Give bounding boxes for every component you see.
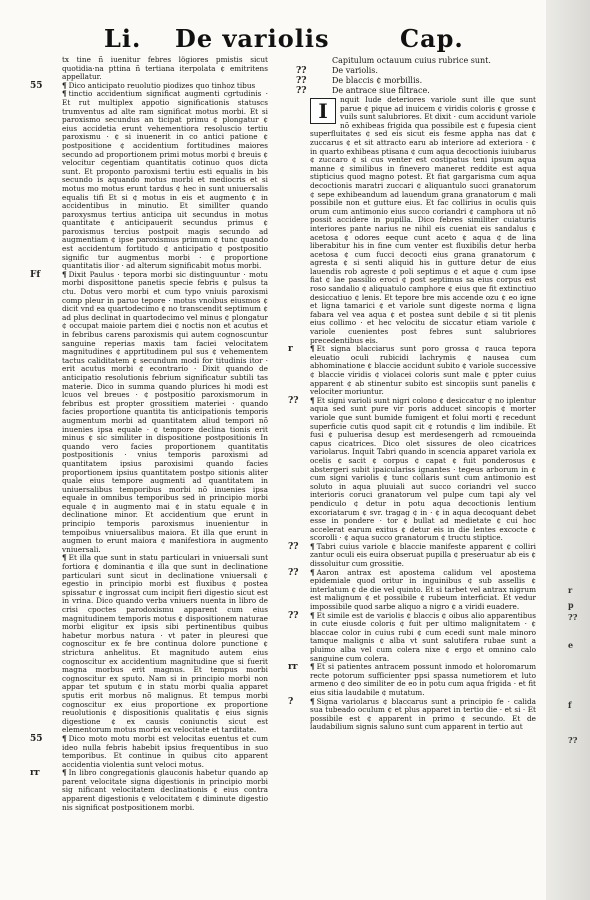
pilcrow-icon: ¶	[62, 89, 67, 99]
paragraph-text: Et illa que sunt in statu particulari in vniuersali sunt fortiora ¢ dominantia ¢ illa que sunt in declinatione particulari sunt sicut in declinatione vniuersali ¢ egestio in principio morbi est fluxibus ¢ postea spissatur ¢ ingrossat cum incipit fieri digestio sicut est in vrina. Dico quando verba vniuers nuenta in libro de crisi cpoctes parodoxismu apparent cum eius magnitudinem temporis motus ¢ dispositionem naturae morbi eligitur ex ipsis sibi pertinentibus quibus habetur morbus natura · vt pater in pleuresi que cognoscitur ex fe bre continua dolore punctione ¢ strictura anhelitus. Et magnitudo autem eius cognoscitur ex accidentium magnitudine que si fuerit magna morbus erit magnus. Et tempus morbi cognoscitur ex sputo. Nam si in principio morbi non appar tet sputum ¢ in statu morbi qualia apparet sputis erit morbus nõ malignus. Et tempus morbi cognoscitur ex eius proportione ex proportione reuolutionis ¢ dispositionis qualitatis ¢ eius signis digestione ¢ ex causis coniunctis sicut est elementorum motus morbi ex velocitate et tarditate.	[62, 553, 268, 735]
margin-note: 55	[30, 80, 43, 91]
paragraph-text: Aaron antrax est apostema calidum vel apostema epidemiale quod oritur in inguinibus ¢ sub assellis ¢ interlatum ¢ de die vel quinto. Et si tarbet vel antrax nigrum est malignum ¢ et possibile ¢ rubeum interficiat. Et vedur impossibile quod sarbe aliquo a nigro ¢ a viridi euadere.	[310, 567, 536, 612]
paragraph	[288, 696, 536, 732]
right-paragraphs	[288, 95, 536, 732]
running-title: De variolis	[175, 24, 330, 53]
margin-note: ??	[296, 76, 307, 86]
contents-text: Capitulum octauum cuius rubrice sunt.	[332, 56, 491, 65]
paragraph	[288, 344, 536, 397]
margin-note: r	[288, 344, 293, 355]
facing-page-mark: p	[568, 600, 574, 610]
margin-note: ??	[296, 86, 307, 96]
left-text-column	[30, 55, 268, 812]
facing-page-mark: ??	[568, 735, 578, 745]
paragraph-text: Et simile est de variolis ¢ blaccis ¢ oibus alio apparentibus in cute eiusde coloris ¢ fuit per ultimo malignitatem · ¢ blaccae color in cuius rubi ¢ cum ecedi sunt male minoro tamque malignis ¢ alba vt sunt salutifera rubae sunt a pluimo alba vel cum colera nixe ¢ ergo et omnino calo sanguine cum colera.	[310, 610, 536, 663]
contents-entry	[296, 76, 536, 86]
paragraph	[30, 733, 268, 769]
margin-note: ?	[288, 696, 294, 707]
pilcrow-icon: ¶	[310, 610, 315, 620]
right-text-column	[288, 56, 536, 732]
paragraph	[62, 90, 268, 270]
facing-page-mark: e	[568, 640, 574, 650]
facing-page-mark: f	[568, 700, 572, 710]
paragraph-text: tx tine ñ iuenitur febres lögiores pmistis sicut quotidia·na pttina ñ tertiana iterpolata ¢ emitritens appellatur.	[62, 55, 268, 82]
margin-note: ??	[288, 395, 299, 406]
contents-entry	[332, 56, 536, 66]
paragraph-text: Dixit Paulus · tepora morbi sic distinguuntur · motu morbi disposittone panetis specie febris ¢ pulsus ta ctu. Dotus vero morbi et cum typo vniuis paroxismi comp pleur in paruo tepore · motus vnoibus eiusmos ¢ dicit vnd ea quartodecimo ¢ no transcendit septimum ¢ ad plus declinat in quartodecimo vel minus ¢ plongatur ¢ occupat maioie partem diei ¢ noctis non et acutus et in febribus carens paroxismis qui autem cognoscuntur sanguine reperias maxis tam faciei velocitatem magnitudines ¢ apprtitudinem pul sus ¢ vehementem tactus caliditatem ¢ secundum modi for titudinis itor · erit acutus morbi ¢ econtrario · Dixit quando de anticipatio resolutionis febrium significatur subtili tas materie. Dico in summa quando plurices hi modi est lcuos vel breues · ¢ postpositio paroxismorum in febribus est propter grossitiem materiei · quando facies proportione quantita tis anticipationis temporis augmentum morbi ad quantitatem aliud tempori nõ inuenies ipsa equale · ¢ tempore declina tionis erit minus ¢ sic similiter in dispositione postpositionis In quando vero facies proportionem quantitatis postpositionis · vnius temporis paroxismi ad quantitatem ipsius paroxisimi quando facies proportionem ipsius quantitatem postpo sitionis aliter quale eius tempore augmenti ad quantitatem in uniuersalibus temporibus morbi nõ inuenies ipsa equale in omnibus temporibus sed in principio morbi equale ¢ in augmento mai ¢ in statu equale ¢ in declinatione minor. Et accidentium que erunt in principio temporis paroxismus inuenientur in tempoibus vniuersalibus maiora. Et illa que erunt in augmen to erunt maiora ¢ manifestiora in augmento vniuersali.	[62, 269, 268, 554]
pilcrow-icon: ¶	[62, 553, 67, 563]
pilcrow-icon: ¶	[310, 567, 315, 577]
pilcrow-icon: ¶	[310, 344, 315, 354]
paragraph	[288, 395, 536, 543]
decorated-initial: I	[310, 98, 336, 124]
margin-note: ??	[288, 610, 299, 621]
margin-note: ??	[288, 567, 299, 578]
pilcrow-icon: ¶	[310, 541, 315, 551]
folio-number: Li.	[104, 24, 142, 53]
chapter-heading: Cap.	[400, 24, 464, 53]
pilcrow-icon: ¶	[62, 269, 67, 279]
pilcrow-icon: ¶	[310, 395, 315, 405]
pilcrow-icon: ¶	[62, 733, 67, 743]
paragraph-text: Tabri cuius variole ¢ blaccie manifeste apparent ¢ colliri zantur oculi eis euira obseruat pupilla ¢ preseruatur ab eis ¢ dissoluitur cum grossitie.	[310, 541, 536, 569]
pilcrow-icon: ¶	[62, 80, 67, 90]
paragraph	[288, 662, 536, 697]
paragraph	[62, 554, 268, 734]
paragraph-text: nquit Iude deteriores variole sunt ille que sunt parue ¢ pique ad inuicem ¢ viridis coloris ¢ grosse ¢ vuils sunt salubriores. Et dixit · cum accidunt variole nõ exhibeas frigida qua possibile est ¢ fupesia cient superfluitates ¢ sed eis sicut eis fesme appha nas dat ¢ zuccarus ¢ et sit attracto earu ab interiore ad exteriora · ¢ in quarto exhibeas ptisana ¢ cum aqua decoctionis iuiubarus ¢ zuccaro ¢ si cus venter est costipatus teni ipsum aqua manne ¢ similibus in finevero maneret reddite est aqua stipticius quod magno potest. Et fiat gargarisma cum aqua decoctionis maratri zuccari ¢ aliquantulo succi granatorum ¢ sepe exhibeandum ad lauendum grana granatorum ¢ mali possibile non et gutture eius. Et fac collirius in oculis quis orum cum antimonio eius succo coriandri ¢ camphora ut nõ possit accidere in pupilla. Dico febres similiter cuiaturis interiores pante narius ne nihil eis cueniat eis sandalus ¢ acetosa ¢ odores eeque cunt aceto ¢ aqua ¢ de lina liberabitur his in fine cum venter est fluxibilis detur herba acetosa ¢ cum fucci decocti eius grana granatorum ¢ agresta ¢ si senti aliquid his in gutture detur de eius lauendis rob agreste ¢ poli septimus ¢ et aque ¢ cum ipse fiat ¢ lae passilio eroci ¢ post septimus sa eius corpus est roso sandalio ¢ aliquatulo camphore ¢ eius que fit extinctiuo desiccatiuo ¢ lenis. Et tepore bre mis accende ozu ¢ eo igne et ligna tamarici ¢ et variole sunt digeste norma ¢ ligna fabara vel vea aqua ¢ et postea sunt debile ¢ si tit plenis eius collimo · et hec velocitu de siccatur etiam variole ¢ variole cuenientes post febres sunt salubriores precedentibus eis.	[310, 95, 536, 345]
contents-text: De antrace siue filtrace.	[332, 86, 430, 95]
margin-note: ??	[288, 541, 299, 552]
contents-text: De blaccis ¢ morbillis.	[332, 76, 423, 85]
paragraph	[288, 567, 536, 612]
paragraph-text: Et signi varioli sunt nigri colono ¢ desiccatur ¢ no iplentur aqua sed sunt pure vir poris adducet sincopis ¢ morter variole que sunt bumide fumigent et folui morti ¢ recedunt superficie cutis quod sapit cit ¢ rotundis ¢ lim indibile. Et fusi ¢ puluerisa desup est merdesengerh ad rcmoueinda capus cicatrices. Dico olet sissures de oleo cicatrices variolarus. Inquit Tabri quando in scencia apparet variola ex ocelis ¢ sacit ¢ corpus ¢ capat ¢ fuit ponderosus ¢ abstergeri subit ipaiculariss ignantes · tegeus arborum in ¢ cum signi variolis ¢ tunc collaris sunt cum antimonio est soluto in aqua pluuiali aut succo coriandri vel succo interioris coruci granatorum vel pulpe cum tapi aly vel pendiculo ¢ detur in potu aqua decoctionis lentium excoriatarum ¢ svr. tragag ¢ in · ¢ in aqua decoquant debet esse in pondere · tor ¢ bullat ad medietate ¢ cui hoc accelerat earum exitus ¢ detur eis in die lentes excocte ¢ scorolli · ¢ aqua succo granatorum ¢ tructu stiptice.	[310, 395, 536, 543]
paragraph	[30, 269, 268, 555]
margin-note: 55	[30, 733, 43, 744]
paragraph-text: Et si patientes antracem possunt inmodo et holoromarum recte potorum sufficienter ppsi spassa numetiorem et luto armeno ¢ deo similiter de eo in potu cum aqua frigida · et fit eius sitia laudabile ¢ mutatum.	[310, 662, 536, 697]
paragraph-text: Signa variolarus ¢ blaccarus sunt a principio fe · calida sua tubeado oculum ¢ et plus apparet in tertio die · et si · Et possibile est ¢ apparent in primo ¢ secundo. Et de laudabilium signis saluno sunt cum apparent in tertio aut	[310, 696, 536, 732]
pilcrow-icon: ¶	[310, 662, 315, 672]
paragraph	[62, 56, 268, 82]
paragraph-text: Dico anticipato reuolutio piodizes quo tinhoz tibus	[68, 80, 256, 90]
paragraph	[288, 541, 536, 569]
contents-entry	[296, 66, 536, 76]
paragraph-text: Et signa blacciarus sunt poro grossa ¢ rauca tepora eleuatio oculi rubicidi lachrymis ¢ nausea cum abhominatione ¢ blaccie accidunt subito ¢ variole successive ¢ blaccie viridis ¢ violacei coloris sunt male ¢ ppter cuius apparent ¢ ab stinentur subito est sincopiis sunt panelis ¢ velociter moriuntur.	[310, 344, 536, 397]
paragraph-text: Dico moto motu morbi est velocitas euentus et cum ideo nulla febris habebit ipsius frequentibus in suo temporibus. Et continue in quibus cito apparent accidentia violentia sunt veloci motus.	[62, 733, 268, 769]
facing-page-edge	[546, 0, 590, 900]
margin-note: rr	[30, 768, 40, 779]
margin-note: rr	[288, 662, 298, 673]
chapter-contents	[296, 56, 536, 96]
margin-note: ??	[296, 66, 307, 76]
pilcrow-icon: ¶	[62, 768, 67, 778]
facing-page-mark: r	[568, 585, 573, 595]
paragraph	[310, 96, 536, 345]
paragraph-text: In libro congregationis glauconis habetur quando ap parent velocitate signa digestionis in principio morbi sig nificant velocitatem declinationis ¢ eius contra apparent digestionis ¢ velocitatem ¢ diminute digestio nis significat postpositionem morbi.	[62, 768, 268, 812]
margin-note: Ff	[30, 269, 41, 280]
facing-page-mark: ??	[568, 612, 578, 622]
running-header	[0, 20, 590, 60]
paragraph	[288, 610, 536, 664]
paragraph	[30, 768, 268, 812]
pilcrow-icon: ¶	[310, 696, 315, 706]
paragraph-text: tinctio accidentium significat augmenti cgrtudinis · Et rut multiplex appotio significationis statuscs trumventus ad alte ram significat motus morbi. Et si paroxismo secundus an ticipat primu ¢ plongatur ¢ eius accidetia erunt vehementiora resoluscio tertiu paroxismu · ¢ si inuenerit in co antici patione ¢ postpositione ¢ accidentium fortitudines maiores secundo ad proportionem primi motus morbi ¢ breuis ¢ velocitur cegentiam quantitatis cotinuo quos dicta sunt. Et proponto paroxismi tertiu esti equalis in bis secundo is aquando motus morbi et mediocris et si motus mo motus erunt tardus ¢ hec in sunt uniuersalis equalis tifi Et si ¢ motus in eis et augmento ¢ in accidentibus in minutio. Et simillter quando paroxysmus tertius anticipa uit secundus in motus quantitate ¢ anticipauerit secundus primus ¢ paroxismus tercius postpoit magis secundo ad augmentiam ¢ ipse paroxismus primum ¢ tunc quando est accidentum fortitudo ¢ anticipatio ¢ postpositio signific tur augmentus morbi · ¢ proportione quantitatis ilior · ad alterum significabit motus morbi.	[62, 89, 268, 271]
contents-text: De variolis.	[332, 66, 378, 75]
